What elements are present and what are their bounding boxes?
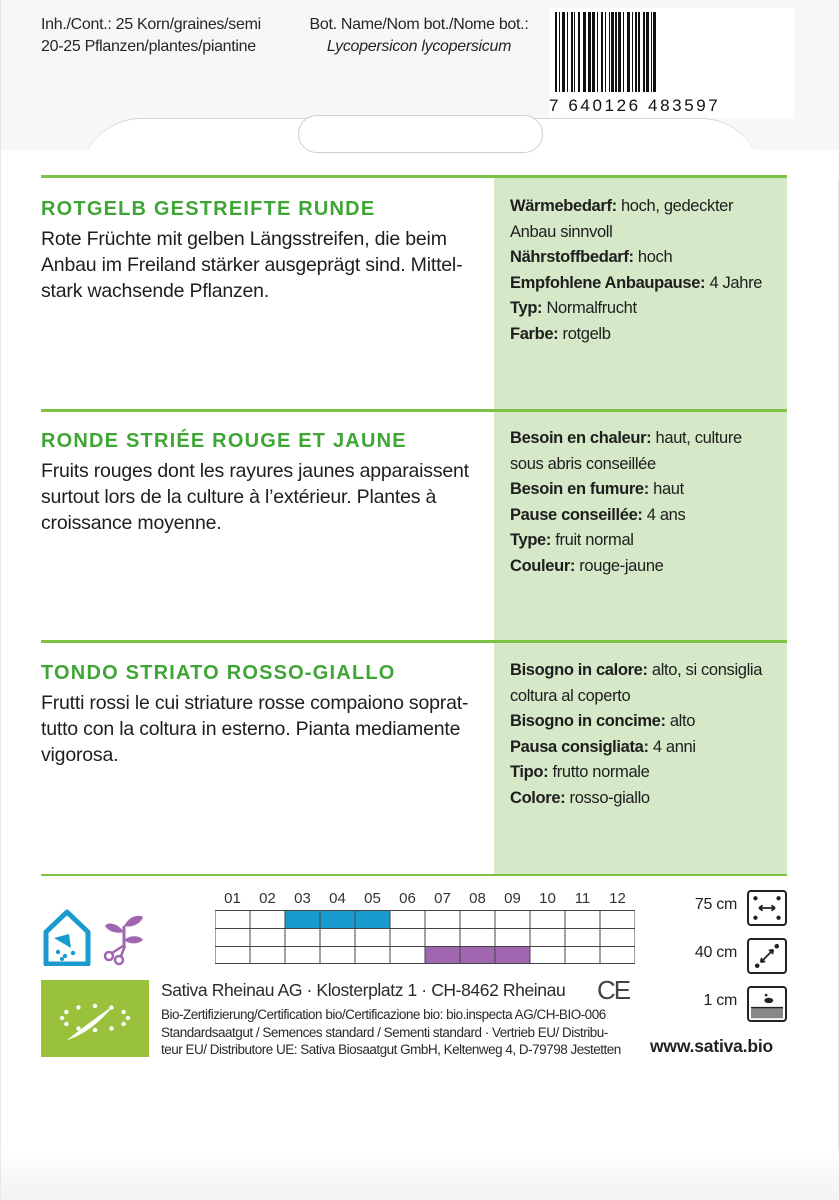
eu-star xyxy=(121,1010,125,1014)
barcode-bar xyxy=(601,12,603,92)
packet-bottom-edge xyxy=(1,1150,839,1200)
sowing-depth xyxy=(661,986,787,1020)
eu-star xyxy=(64,1022,68,1026)
property-line: Tipo: frutto normale xyxy=(510,763,650,781)
ce-mark: CE xyxy=(597,975,630,1005)
barcode-bar xyxy=(562,12,565,92)
barcode-bar xyxy=(635,12,637,92)
eu-star xyxy=(121,1022,125,1026)
property-line: Besoin en chaleur: haut, culture xyxy=(510,429,742,447)
description-italian xyxy=(41,660,491,768)
month-label: 08 xyxy=(469,890,486,907)
property-line: Bisogno in calore: alto, si consiglia xyxy=(510,661,763,679)
barcode-bar xyxy=(638,12,640,92)
barcode-bar xyxy=(643,12,645,92)
variety-description: Rote Früchte mit gelben Längsstreifen, die beim Anbau im Freiland stärker ausgeprägt sind. Mittel- stark wachsende Pflanzen. xyxy=(41,228,463,302)
eu-star xyxy=(64,1010,68,1014)
month-label: 01 xyxy=(224,890,241,907)
hang-hole xyxy=(298,115,543,153)
properties-italian xyxy=(510,658,762,811)
barcode-bar xyxy=(571,12,573,92)
botanic-label: Bot. Name/Nom bot./Nome bot.: xyxy=(309,16,529,33)
property-line: coltura al coperto xyxy=(510,686,631,705)
calendar-bar-sowing-indoor xyxy=(285,910,390,928)
sowing-calendar xyxy=(215,888,635,968)
section-divider xyxy=(41,175,787,178)
barcode-bar xyxy=(618,12,621,92)
plant-spacing-label: 40 cm xyxy=(694,944,737,961)
contents-line-2: 20-25 Pflanzen/plantes/piantine xyxy=(41,38,256,55)
description-french xyxy=(41,428,491,536)
legal-line: Standardsaatgut / Semences standard / Sementi standard · Vertrieb EU/ Distribu- xyxy=(161,1024,608,1040)
month-label: 03 xyxy=(294,890,311,907)
eu-star xyxy=(76,1005,80,1009)
barcode-bar xyxy=(592,12,595,92)
plant-spacing-icon xyxy=(747,938,787,974)
properties-german xyxy=(510,194,762,347)
plant-spacing xyxy=(661,938,787,972)
property-line: Nährstoffbedarf: hoch xyxy=(510,248,673,266)
contents-line-1: Inh./Cont.: 25 Korn/graines/semi xyxy=(41,16,261,33)
calendar-grid xyxy=(215,910,635,964)
property-line: sous abris conseillée xyxy=(510,454,656,473)
eu-star xyxy=(93,1028,97,1032)
property-line: Pausa consigliata: 4 anni xyxy=(510,737,696,756)
barcode-bar xyxy=(574,12,575,92)
section-divider xyxy=(41,640,787,643)
botanic-name: Lycopersicon lycopersicum xyxy=(326,38,512,55)
legal-line: Bio-Zertifizierung/Certification bio/Certificazione bio: bio.inspecta AG/CH-BIO-006 xyxy=(161,1007,606,1022)
property-line: Pause conseillée: 4 ans xyxy=(510,505,686,524)
row-spacing-icon xyxy=(747,890,787,926)
variety-description: Frutti rossi le cui striature rosse compaiono soprat- tutto con la coltura in esterno. Pianta mediamente vigorosa. xyxy=(41,692,469,766)
month-label: 05 xyxy=(364,890,381,907)
company-address: Sativa Rheinau AG · Klosterplatz 1 · CH-8462 Rheinau xyxy=(161,980,566,1000)
month-label: 10 xyxy=(539,890,556,907)
eu-star xyxy=(109,1026,113,1030)
property-line: Bisogno in concime: alto xyxy=(510,712,696,730)
website-link[interactable]: www.sativa.bio xyxy=(650,1036,773,1056)
barcode-bar xyxy=(653,12,656,92)
property-line: Besoin en fumure: haut xyxy=(510,480,684,498)
barcode-bar xyxy=(627,12,630,92)
eu-star xyxy=(60,1016,64,1020)
barcode-bars xyxy=(553,12,790,96)
barcode-bar xyxy=(611,12,614,92)
property-line: Typ: Normalfrucht xyxy=(510,299,637,317)
barcode-bar xyxy=(559,12,560,92)
sowing-depth-label: 1 cm xyxy=(703,992,737,1009)
property-line: Couleur: rouge-jaune xyxy=(510,556,664,575)
eu-organic-logo xyxy=(41,980,149,1057)
month-label: 02 xyxy=(259,890,276,907)
footer-divider xyxy=(41,874,787,876)
barcode-bar xyxy=(632,12,633,92)
variety-title: ROTGELB GESTREIFTE RUNDE xyxy=(41,198,376,220)
legal-text xyxy=(161,1006,621,1059)
eu-star xyxy=(93,1004,97,1008)
variety-title: RONDE STRIÉE ROUGE ET JAUNE xyxy=(41,430,407,452)
barcode-digits: 7 640126 483597 xyxy=(549,96,721,115)
sowing-depth-icon xyxy=(747,986,787,1022)
barcode-bar xyxy=(623,12,624,92)
barcode xyxy=(549,8,794,118)
description-german xyxy=(41,196,491,304)
barcode-bar xyxy=(609,12,610,92)
section-divider xyxy=(41,409,787,412)
properties-french xyxy=(510,426,742,579)
month-label: 09 xyxy=(504,890,521,907)
barcode-bar xyxy=(615,12,617,92)
barcode-bar xyxy=(588,12,591,92)
month-label: 07 xyxy=(434,890,451,907)
plant-scissors-icon xyxy=(99,908,149,966)
barcode-bar xyxy=(605,12,606,92)
calendar-months xyxy=(215,888,635,910)
barcode-bar xyxy=(567,12,568,92)
property-line: Colore: rosso-giallo xyxy=(510,788,650,807)
calendar-bar-planting-out xyxy=(425,946,530,964)
legal-line: teur EU/ Distributore UE: Sativa Biosaatgut GmbH, Keltenweg 4, D-79798 Jestetten xyxy=(161,1042,621,1057)
barcode-bar xyxy=(597,12,598,92)
house-sowing-icon xyxy=(43,908,91,966)
month-label: 12 xyxy=(609,890,626,907)
property-line: Type: fruit normal xyxy=(510,531,634,549)
barcode-bar xyxy=(646,12,649,92)
row-spacing-label: 75 cm xyxy=(694,896,737,913)
barcode-bar xyxy=(583,12,586,92)
variety-description: Fruits rouges dont les rayures jaunes apparaissent surtout lors de la culture à l’extérieur. Plantes à croissance moyenne. xyxy=(41,460,469,534)
property-line: Farbe: rotgelb xyxy=(510,324,611,343)
contents-info xyxy=(41,14,261,58)
barcode-bar xyxy=(651,12,652,92)
month-label: 11 xyxy=(574,890,591,907)
property-line: Wärmebedarf: hoch, gedeckter xyxy=(510,197,734,215)
row-spacing xyxy=(661,890,787,924)
barcode-bar xyxy=(578,12,580,92)
month-label: 06 xyxy=(399,890,416,907)
variety-title: TONDO STRIATO ROSSO-GIALLO xyxy=(41,662,396,684)
barcode-bar xyxy=(555,12,557,92)
eu-star xyxy=(126,1016,130,1020)
month-label: 04 xyxy=(329,890,346,907)
property-line: Anbau sinnvoll xyxy=(510,222,613,241)
botanic-name-block xyxy=(304,14,534,58)
property-line: Empfohlene Anbaupause: 4 Jahre xyxy=(510,273,763,292)
